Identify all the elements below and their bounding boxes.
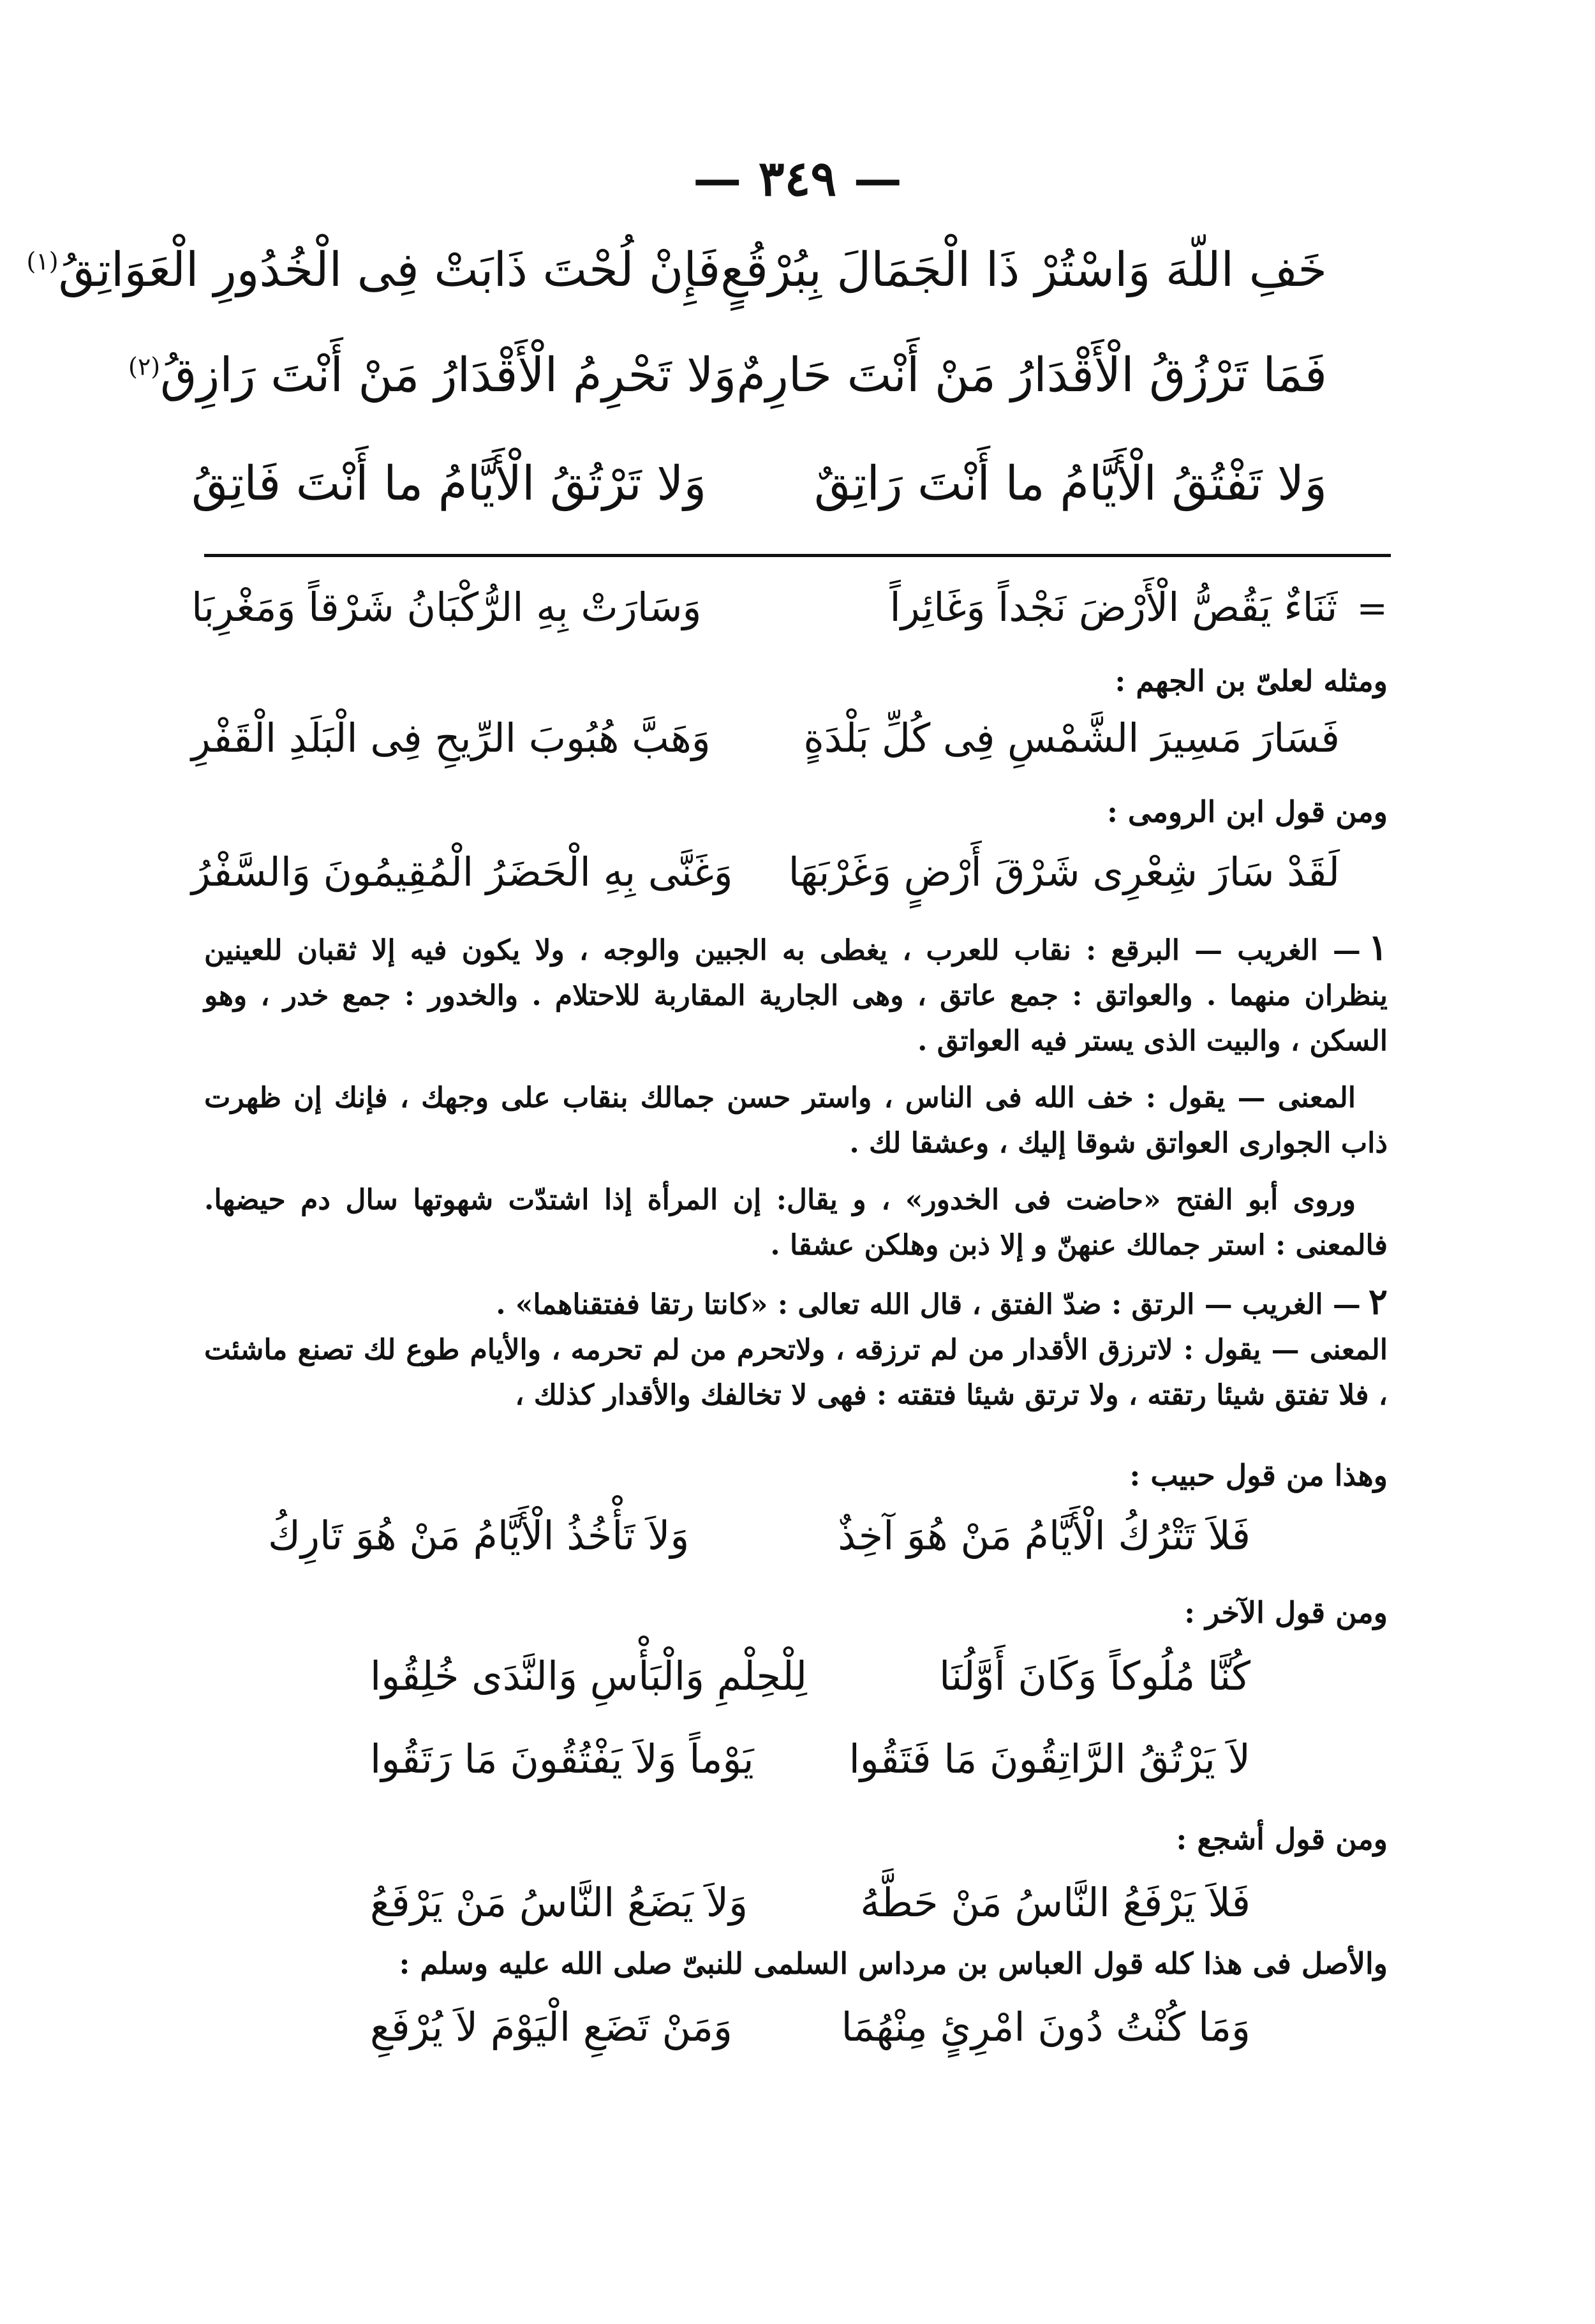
continued-verse [191,584,1388,630]
verse-second-hemistich: وَلاَ يَضَعُ النَّاسُ مَنْ يَرْفَعُ [370,1879,748,1926]
verse-second-hemistich: وَمَنْ تَضَعِ الْيَوْمَ لاَ يُرْفَعِ [370,2004,732,2050]
verse-second-hemistich: وَسَارَتْ بِهِ الرُّكْبَانُ شَرْقاً وَمَغْرِبَا [191,584,702,630]
continuation-mark: = [1356,586,1388,630]
main-verse-3 [191,456,1327,511]
verse-second-hemistich: وَلا تَرْتُقُ الْأَيَّامُ ما أَنْتَ فَاتِقُ [191,456,707,511]
note-number: ١ [1368,927,1388,969]
verse-first-hemistich: كُنَّا مُلُوكاً وَكَانَ أَوَّلُنَا [939,1653,1250,1699]
verse-first-hemistich: لاَ يَرْتُقُ الرَّاتِقُونَ مَا فَتَقُوا [849,1736,1250,1782]
note-number: ٢ [1368,1281,1388,1323]
abbas-intro: والأصل فى هذا كله قول العباس بن مرداس السلمى للنبىّ صلى الله عليه وسلم : [399,1946,1388,1981]
verse-first-hemistich: فَلاَ يَرْفَعُ النَّاسُ مَنْ حَطَّهُ [860,1879,1250,1926]
note-text: — الغريب — البرقع : نقاب للعرب ، يغطى به الجبين والوجه ، ولا يكون فيه إلا ثقبان للعينين ينظران منهما . والعواتق : جمع عاتق ، وهى الجارية المقاربة للاحتلام . والخدور : جمع خدر ، وهو السكن ، والبيت الذى يستر فيه العواتق . [204,934,1388,1057]
verse-first-text: ثَنَاءٌ يَقُصُّ الْأَرْضَ نَجْداً وَغَائِراً [889,584,1338,630]
footnote-divider [204,554,1391,557]
note-1-meaning: المعنى — يقول : خف الله فى الناس ، واستر حسن جمالك بنقاب على وجهك ، فإنك إن ظهرت ذاب الجوارى العواتق شوقا إليك ، وعشقا لك . [204,1082,1388,1159]
verse-first-hemistich: لَقَدْ سَارَ شِعْرِى شَرْقَ أَرْضٍ وَغَرْبَهَا [788,849,1340,895]
note-2-gharib [204,1279,1388,1327]
verse-first-hemistich: فَمَا تَرْزُقُ الْأَقْدَارُ مَنْ أَنْتَ حَارِمٌ [736,348,1327,403]
habib-verse [268,1512,1250,1559]
abbas-verse [370,2004,1250,2050]
other-verse-1 [370,1653,1250,1699]
ashja-intro: ومن قول أشجع : [1176,1822,1388,1856]
footnote-marker: (٢) [128,352,161,381]
verse-second-text: فَإِنْ لُحْتَ ذَابَتْ فِى الْخُدُورِ الْعَوَاتِقُ [58,242,721,297]
verse-first-hemistich: وَمَا كُنْتُ دُونَ امْرِئٍ مِنْهُمَا [841,2004,1250,2050]
verse-second-hemistich [128,348,736,403]
verse-second-hemistich: وَغَنَّى بِهِ الْحَضَرُ الْمُقِيمُونَ وَالسَّفْرُ [191,849,733,895]
other-verse-2 [370,1736,1250,1782]
verse-second-hemistich: وَهَبَّ هُبُوبَ الرِّيحِ فِى الْبَلَدِ الْقَفْرِ [191,715,711,761]
footnote-marker: (١) [26,247,59,276]
rumi-verse [191,849,1340,895]
ashja-verse [370,1879,1250,1926]
note-text: — الغريب — الرتق : ضدّ الفتق ، قال الله تعالى : «كانتا رتقا ففتقناهما» . [496,1288,1361,1321]
habib-intro: وهذا من قول حبيب : [1129,1458,1388,1493]
verse-second-hemistich: يَوْماً وَلاَ يَفْتُقُونَ مَا رَتَقُوا [370,1736,754,1782]
main-verse-1 [26,242,1327,297]
other-intro: ومن قول الآخر : [1184,1595,1388,1630]
verse-second-hemistich: لِلْحِلْمِ وَالْبَأْسِ وَالنَّدَى خُلِقُوا [370,1653,807,1699]
verse-first-hemistich: خَفِ اللّهَ وَاسْتُرْ ذَا الْجَمَالَ بِبُرْقُعٍ [720,242,1327,297]
page-number: — ٣٤٩ — [693,150,902,207]
rumi-intro: ومن قول ابن الرومى : [1106,794,1388,829]
note-2-meaning: المعنى — يقول : لاترزق الأقدار من لم ترزقه ، ولاتحرم من لم تحرمه ، والأيام طوع لك تصنع ماشئت ، فلا تفتق شيئا رتقته ، ولا ترتق شيئا فتقته : فهى لا تخالفك والأقدار كذلك ، [204,1334,1388,1412]
verse-second-text: وَلا تَحْرِمُ الْأَقْدَارُ مَنْ أَنْتَ رَازِقُ [160,348,737,403]
verse-second-hemistich: وَلاَ تَأْخُذُ الْأَيَّامُ مَنْ هُوَ تَارِكُ [268,1512,690,1559]
verse-first-hemistich [890,584,1388,630]
verse-second-hemistich [26,242,720,297]
main-verse-2 [128,348,1327,403]
ali-intro: ومثله لعلىّ بن الجهم : [1115,664,1388,698]
note-1-variant: وروى أبو الفتح «حاضت فى الخدور» ، و يقال: إن المرأة إذا اشتدّت شهوتها سال دم حيضها. فالمعنى : استر جمالك عنهنّ و إلا ذبن وهلكن عشقا . [204,1184,1388,1262]
verse-first-hemistich: وَلا تَفْتُقُ الْأَيَّامُ ما أَنْتَ رَاتِقٌ [814,456,1327,511]
note-1-gharib [204,925,1388,1064]
verse-first-hemistich: فَلاَ تَتْرُكُ الْأَيَّامُ مَنْ هُوَ آخِذٌ [838,1512,1250,1559]
ali-verse [191,715,1340,761]
verse-first-hemistich: فَسَارَ مَسِيرَ الشَّمْسِ فِى كُلِّ بَلْدَةٍ [803,715,1340,761]
